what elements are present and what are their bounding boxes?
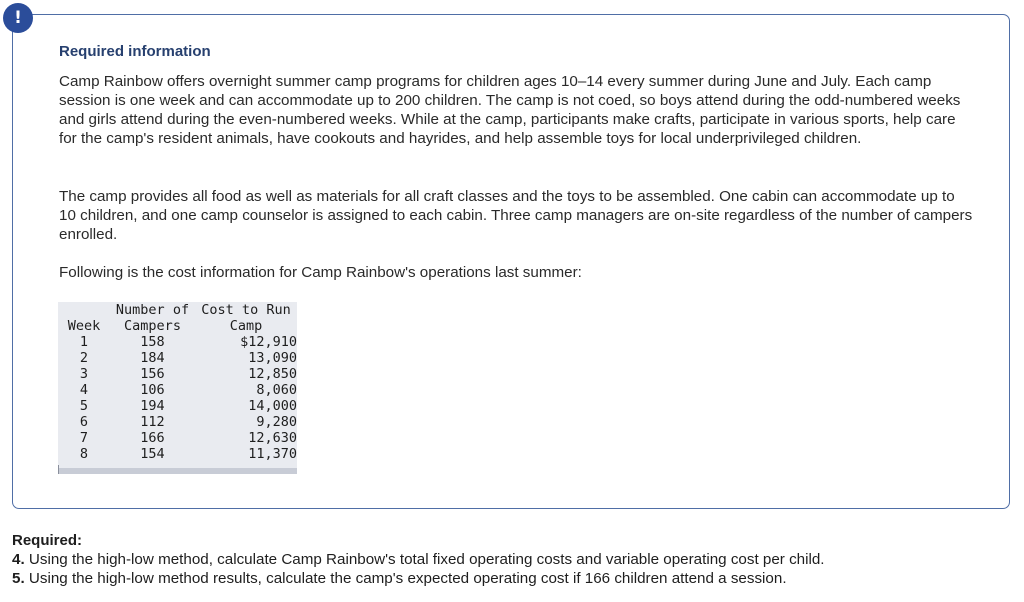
week-cell: 4	[79, 382, 89, 398]
campers-cell: 166	[140, 430, 165, 446]
table-scrollbar[interactable]	[58, 468, 297, 474]
required-item-text: Using the high-low method results, calculate the camp's expected operating cost if 166 children attend a session.	[28, 570, 787, 587]
week-cell: 7	[79, 430, 89, 446]
week-cell: 3	[79, 366, 89, 382]
cost-cell: 12,850	[248, 366, 297, 382]
table-row	[58, 382, 297, 398]
required-information-panel	[12, 14, 1010, 509]
campers-cell: 156	[140, 366, 165, 382]
cost-intro-paragraph: Following is the cost information for Camp Rainbow's operations last summer:	[59, 264, 582, 281]
header-week-spacer	[58, 302, 110, 318]
campers-cell: 194	[140, 398, 165, 414]
required-title: Required:	[12, 532, 83, 549]
cost-cell: 14,000	[248, 398, 297, 414]
table-row	[58, 446, 297, 462]
table-row	[58, 414, 297, 430]
cost-cell: 11,370	[248, 446, 297, 462]
header-week: Week	[67, 318, 101, 334]
week-cell: 6	[79, 414, 89, 430]
table-row	[58, 366, 297, 382]
table-row	[58, 430, 297, 446]
campers-cell: 106	[140, 382, 165, 398]
required-section	[12, 531, 1012, 588]
intro-paragraph: Camp Rainbow offers overnight summer camp programs for children ages 10–14 every summer during June and July. Each camp session is one week and can accommodate up to 200 children. The camp is not coed, so boys attend during the odd-numbered weeks and girls attend during the even-numbered weeks. While at the camp, participants make crafts, participate in various sports, help care for the camp's resident animals, have cookouts and hayrides, and help assemble toys for local underprivileged children.	[59, 73, 961, 147]
cost-cell: 9,280	[256, 414, 297, 430]
week-cell: 1	[79, 334, 89, 350]
table-row	[58, 398, 297, 414]
campers-cell: 158	[140, 334, 165, 350]
campers-cell: 154	[140, 446, 165, 462]
campers-cell: 112	[140, 414, 165, 430]
cost-cell: 8,060	[256, 382, 297, 398]
table-row	[58, 334, 297, 350]
cost-cell: $12,910	[240, 334, 297, 350]
table-row	[58, 350, 297, 366]
panel-heading: Required information	[59, 43, 211, 60]
materials-paragraph: The camp provides all food as well as materials for all craft classes and the toys to be assembled. One cabin can accommodate up to 10 children, and one camp counselor is assigned to each cabin. Three camp managers are on-site regardless of the number of campers enrolled.	[59, 188, 973, 243]
week-cell: 5	[79, 398, 89, 414]
required-item-number: 4.	[12, 551, 25, 568]
required-item-number: 5.	[12, 570, 25, 587]
header-cost-top: Cost to Run	[201, 302, 291, 318]
header-campers-top: Number of	[115, 302, 190, 318]
week-cell: 2	[79, 350, 89, 366]
required-item-text: Using the high-low method, calculate Camp Rainbow's total fixed operating costs and variable operating cost per child.	[28, 551, 825, 568]
campers-cell: 184	[140, 350, 165, 366]
cost-table-container	[58, 302, 297, 474]
header-campers-bottom: Campers	[124, 318, 181, 334]
cost-table	[58, 302, 297, 462]
required-item-5	[12, 569, 1012, 588]
alert-icon: !	[3, 3, 33, 33]
cost-cell: 12,630	[248, 430, 297, 446]
week-cell: 8	[79, 446, 89, 462]
header-cost-bottom: Camp	[229, 318, 263, 334]
required-item-4	[12, 550, 1012, 569]
table-scrollbar-edge	[58, 465, 59, 474]
cost-cell: 13,090	[248, 350, 297, 366]
